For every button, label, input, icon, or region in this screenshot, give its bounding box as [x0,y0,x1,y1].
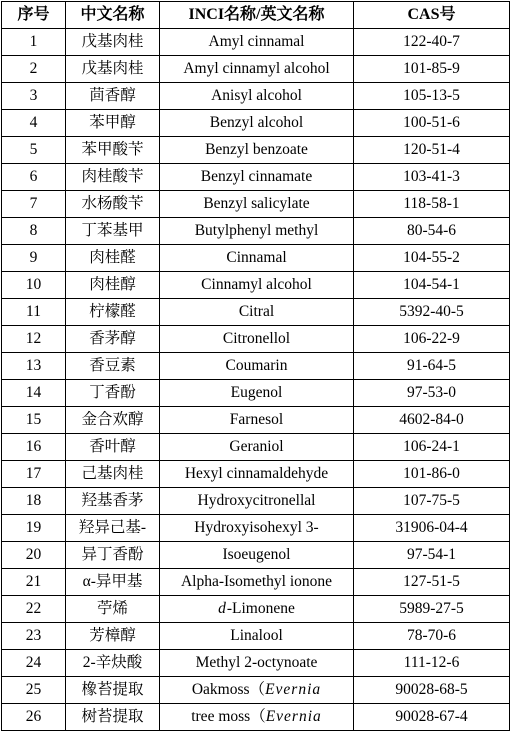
row-number: 4 [2,110,66,137]
cas-number: 105-13-5 [354,83,510,110]
table-body [2,29,510,731]
chinese-name: 丁香酚 [66,380,160,407]
cas-number: 80-54-6 [354,218,510,245]
chinese-name: 苯甲醇 [66,110,160,137]
row-number: 5 [2,137,66,164]
inci-name: Alpha-Isomethyl ionone [160,569,354,596]
inci-name: Farnesol [160,407,354,434]
table-row [2,245,510,272]
chinese-name: 己基肉桂 [66,461,160,488]
cas-number: 5392-40-5 [354,299,510,326]
table-row [2,704,510,731]
row-number: 6 [2,164,66,191]
cas-number: 120-51-4 [354,137,510,164]
chinese-name: α-异甲基 [66,569,160,596]
inci-name: Cinnamal [160,245,354,272]
table-row [2,191,510,218]
cas-number: 5989-27-5 [354,596,510,623]
cas-number: 103-41-3 [354,164,510,191]
inci-name: Amyl cinnamyl alcohol [160,56,354,83]
table-row [2,380,510,407]
row-number: 17 [2,461,66,488]
chinese-name: 柠檬醛 [66,299,160,326]
row-number: 2 [2,56,66,83]
row-number: 16 [2,434,66,461]
row-number: 25 [2,677,66,704]
table-row [2,110,510,137]
table-row [2,218,510,245]
table-row [2,488,510,515]
table-row [2,623,510,650]
cas-number: 100-51-6 [354,110,510,137]
allergen-table [1,1,510,731]
cas-number: 90028-67-4 [354,704,510,731]
inci-name: Cinnamyl alcohol [160,272,354,299]
inci-name: Geraniol [160,434,354,461]
inci-name-text: Oakmoss（ [191,681,266,698]
table-row [2,29,510,56]
inci-name: Benzyl salicylate [160,191,354,218]
table-row [2,515,510,542]
cas-number: 106-22-9 [354,326,510,353]
chinese-name: 苧烯 [66,596,160,623]
inci-name-italic: Evernia [265,681,322,698]
chinese-name: 苯甲酸苄 [66,137,160,164]
header-no: 序号 [2,2,66,29]
inci-name: Benzyl benzoate [160,137,354,164]
cas-number: 31906-04-4 [354,515,510,542]
table-row [2,596,510,623]
chinese-name: 丁苯基甲 [66,218,160,245]
row-number: 22 [2,596,66,623]
row-number: 20 [2,542,66,569]
table-row [2,83,510,110]
chinese-name: 肉桂醇 [66,272,160,299]
table-row [2,299,510,326]
chinese-name: 香豆素 [66,353,160,380]
inci-name [160,596,354,623]
cas-number: 90028-68-5 [354,677,510,704]
inci-name [160,677,354,704]
header-inci-name: INCI名称/英文名称 [160,2,354,29]
table-row [2,569,510,596]
cas-number: 97-53-0 [354,380,510,407]
chinese-name: 异丁香酚 [66,542,160,569]
table-row [2,542,510,569]
cas-number: 4602-84-0 [354,407,510,434]
inci-name [160,704,354,731]
inci-name: Hydroxyisohexyl 3- [160,515,354,542]
inci-name: Amyl cinnamal [160,29,354,56]
row-number: 15 [2,407,66,434]
row-number: 13 [2,353,66,380]
chinese-name: 2-辛炔酸 [66,650,160,677]
inci-name: Eugenol [160,380,354,407]
row-number: 8 [2,218,66,245]
inci-name: Coumarin [160,353,354,380]
inci-name: Hexyl cinnamaldehyde [160,461,354,488]
inci-name: Methyl 2-octynoate [160,650,354,677]
header-row [2,2,510,29]
cas-number: 118-58-1 [354,191,510,218]
table-row [2,434,510,461]
chinese-name: 戊基肉桂 [66,56,160,83]
table-row [2,353,510,380]
cas-number: 104-55-2 [354,245,510,272]
inci-name: Isoeugenol [160,542,354,569]
row-number: 11 [2,299,66,326]
cas-number: 78-70-6 [354,623,510,650]
chinese-name: 茴香醇 [66,83,160,110]
cas-number: 91-64-5 [354,353,510,380]
row-number: 21 [2,569,66,596]
row-number: 10 [2,272,66,299]
header-cn-name: 中文名称 [66,2,160,29]
chinese-name: 羟基香茅 [66,488,160,515]
inci-name: Benzyl alcohol [160,110,354,137]
cas-number: 111-12-6 [354,650,510,677]
inci-name: Butylphenyl methyl [160,218,354,245]
inci-name-text: -Limonene [226,600,295,617]
cas-number: 106-24-1 [354,434,510,461]
table-row [2,137,510,164]
row-number: 14 [2,380,66,407]
table-row [2,407,510,434]
cas-number: 97-54-1 [354,542,510,569]
inci-name-italic: d [218,600,227,617]
chinese-name: 肉桂酸苄 [66,164,160,191]
inci-name: Linalool [160,623,354,650]
chinese-name: 香叶醇 [66,434,160,461]
table-row [2,272,510,299]
row-number: 23 [2,623,66,650]
inci-name-text: tree moss（ [191,708,266,725]
chinese-name: 树苔提取 [66,704,160,731]
row-number: 26 [2,704,66,731]
cas-number: 101-85-9 [354,56,510,83]
inci-name: Citral [160,299,354,326]
header-cas: CAS号 [354,2,510,29]
cas-number: 107-75-5 [354,488,510,515]
inci-name-italic: Evernia [265,708,322,725]
chinese-name: 羟异己基- [66,515,160,542]
table-row [2,650,510,677]
table-row [2,461,510,488]
row-number: 18 [2,488,66,515]
table-row [2,677,510,704]
table-row [2,326,510,353]
chinese-name: 芳樟醇 [66,623,160,650]
cas-number: 127-51-5 [354,569,510,596]
cas-number: 104-54-1 [354,272,510,299]
inci-name: Citronellol [160,326,354,353]
table-row [2,164,510,191]
table-row [2,56,510,83]
inci-name: Benzyl cinnamate [160,164,354,191]
cas-number: 101-86-0 [354,461,510,488]
row-number: 12 [2,326,66,353]
cas-number: 122-40-7 [354,29,510,56]
row-number: 1 [2,29,66,56]
row-number: 19 [2,515,66,542]
chinese-name: 水杨酸苄 [66,191,160,218]
row-number: 3 [2,83,66,110]
chinese-name: 香茅醇 [66,326,160,353]
row-number: 9 [2,245,66,272]
chinese-name: 橡苔提取 [66,677,160,704]
inci-name: Hydroxycitronellal [160,488,354,515]
row-number: 7 [2,191,66,218]
chinese-name: 金合欢醇 [66,407,160,434]
inci-name: Anisyl alcohol [160,83,354,110]
chinese-name: 肉桂醛 [66,245,160,272]
row-number: 24 [2,650,66,677]
chinese-name: 戊基肉桂 [66,29,160,56]
